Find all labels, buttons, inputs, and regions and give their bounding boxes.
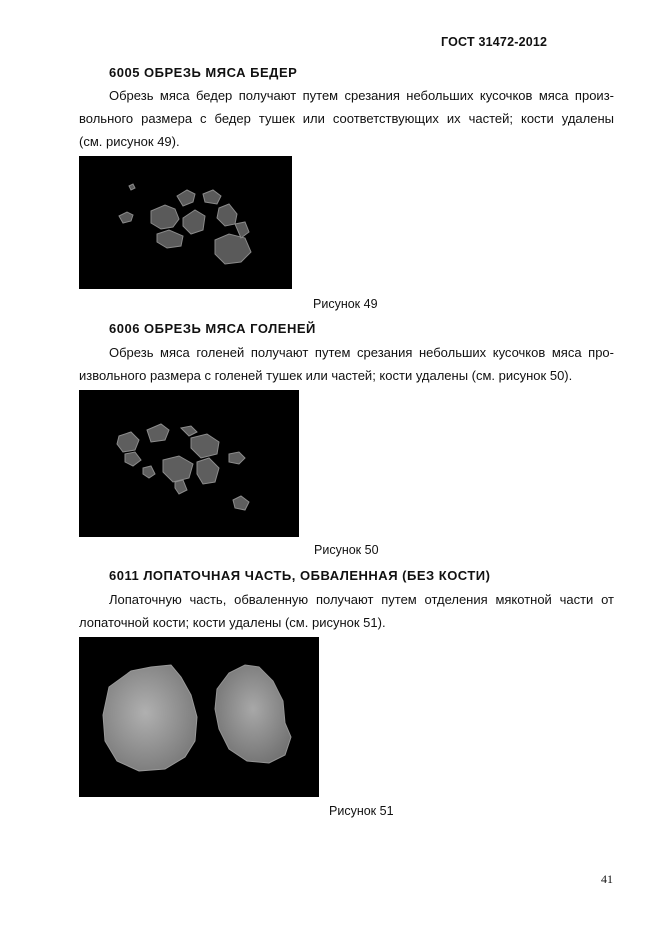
paragraph-line: лопаточной кости; кости удалены (см. рисунок 51). <box>79 615 386 630</box>
section-title-6005: 6005 ОБРЕЗЬ МЯСА БЕДЕР <box>109 65 298 80</box>
figure-49-caption: Рисунок 49 <box>313 297 378 311</box>
figure-51-photo <box>79 637 319 797</box>
document-code: ГОСТ 31472-2012 <box>441 35 548 49</box>
paragraph-line: (см. рисунок 49). <box>79 134 180 149</box>
figure-49-photo <box>79 156 292 289</box>
paragraph-line: Обрезь мяса голеней получают путем срезания небольших кусочков мяса про- <box>109 345 614 360</box>
section-title-6011: 6011 ЛОПАТОЧНАЯ ЧАСТЬ, ОБВАЛЕННАЯ (БЕЗ КОСТИ) <box>109 568 491 583</box>
figure-50-caption: Рисунок 50 <box>314 543 379 557</box>
paragraph-line: Обрезь мяса бедер получают путем срезания небольших кусочков мяса произ- <box>109 88 614 103</box>
section-title-6006: 6006 ОБРЕЗЬ МЯСА ГОЛЕНЕЙ <box>109 321 316 336</box>
paragraph-line: вольного размера с бедер тушек или соответствующих их частей; кости удалены <box>79 111 614 126</box>
paragraph-line: Лопаточную часть, обваленную получают путем отделения мякотной части от <box>109 592 614 607</box>
paragraph-line: извольного размера с голеней тушек или частей; кости удалены (см. рисунок 50). <box>79 368 573 383</box>
figure-51-caption: Рисунок 51 <box>329 804 394 818</box>
figure-50-photo <box>79 390 299 537</box>
page-number: 41 <box>601 872 613 886</box>
